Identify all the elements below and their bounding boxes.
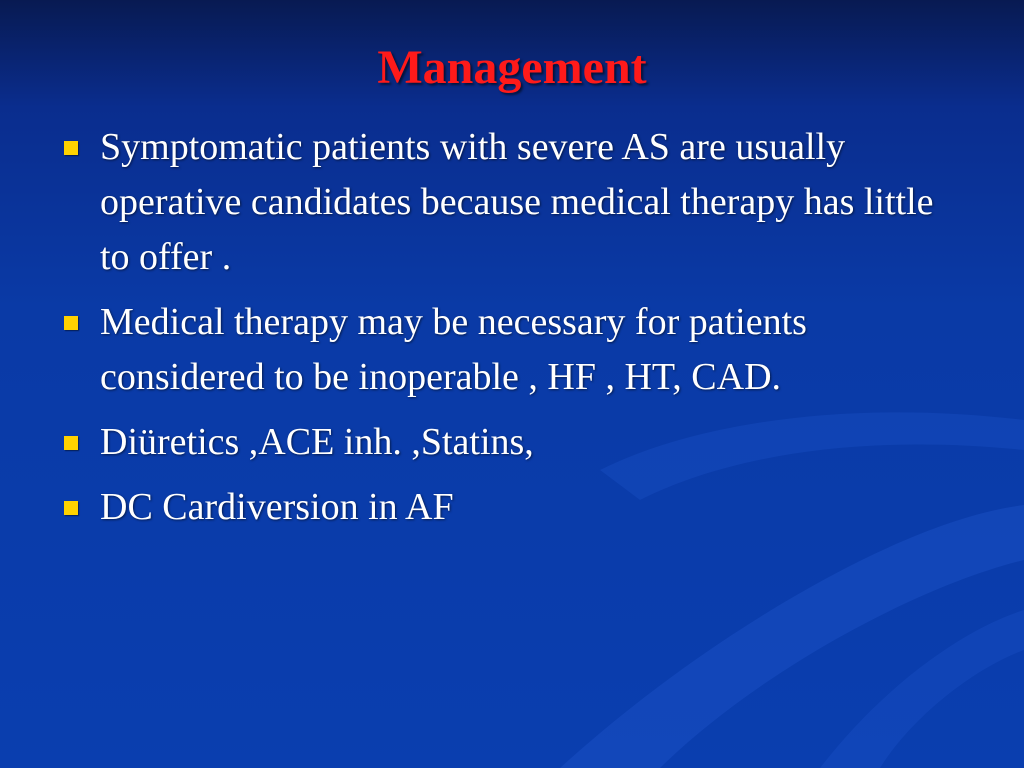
bullet-item [60, 295, 960, 405]
bullet-text: Symptomatic patients with severe AS are usually operative candidates because medical therapy has little to offer . [100, 126, 934, 278]
bullet-text: DC Cardiversion in AF [100, 486, 454, 528]
square-bullet-icon [64, 436, 78, 450]
square-bullet-icon [64, 316, 78, 330]
square-bullet-icon [64, 141, 78, 155]
bullet-item [60, 415, 960, 470]
bullet-text: Diüretics ,ACE inh. ,Statins, [100, 421, 534, 463]
square-bullet-icon [64, 501, 78, 515]
bullet-list [60, 120, 960, 545]
bullet-text: Medical therapy may be necessary for patients considered to be inoperable , HF , HT, CAD. [100, 301, 807, 398]
bullet-item [60, 120, 960, 285]
slide-title: Management [377, 41, 647, 94]
swoosh-arc-lower [820, 610, 1024, 768]
bullet-item [60, 480, 960, 535]
